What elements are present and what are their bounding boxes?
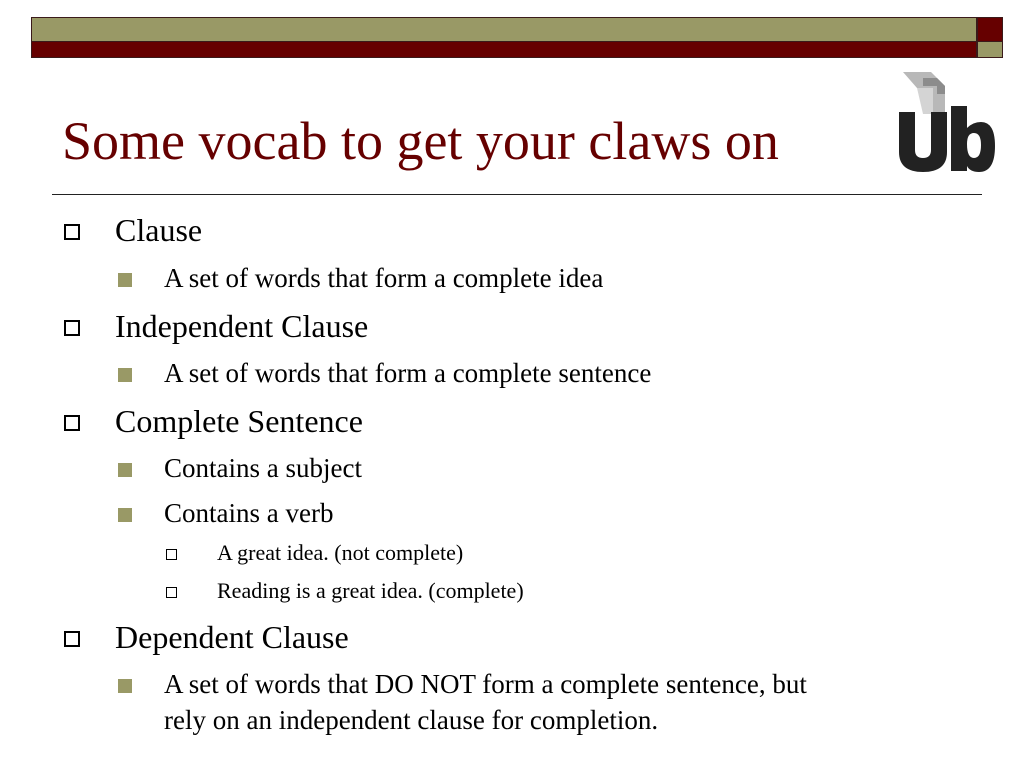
bullet-marker-olive-square [118,368,132,382]
bullet-marker-hollow-square [64,631,80,647]
bullet-marker-hollow-square [64,415,80,431]
bullet-marker-hollow-square [64,320,80,336]
bullet-marker-olive-square [118,679,132,693]
bullet-level2-clause-definition: A set of words that form a complete idea [164,263,604,293]
bullet-level1-clause: Clause [115,212,203,248]
slide-title: Some vocab to get your claws on [62,111,779,171]
bullet-level2-dependent-definition-line2: rely on an independent clause for completion. [164,705,659,735]
bullet-marker-olive-square [118,273,132,287]
bullet-level3-example-not-complete: A great idea. (not complete) [217,540,464,565]
bullet-level3-example-complete: Reading is a great idea. (complete) [217,578,524,603]
bullet-marker-olive-square [118,463,132,477]
bullet-level1-dependent-clause: Dependent Clause [115,619,349,655]
bullet-level2-dependent-definition-line1: A set of words that DO NOT form a complete sentence, but [164,669,807,699]
bullet-level1-independent-clause: Independent Clause [115,308,369,344]
bullet-marker-hollow-square [64,224,80,240]
bullet-level2-independent-definition: A set of words that form a complete sentence [164,358,652,388]
bullet-marker-small-hollow-square [166,587,177,598]
bullet-marker-small-hollow-square [166,549,177,560]
bullet-level1-complete-sentence: Complete Sentence [115,403,363,439]
bullet-marker-olive-square [118,508,132,522]
bullet-level2-contains-subject: Contains a subject [164,453,362,483]
bullet-level2-contains-verb: Contains a verb [164,498,334,528]
